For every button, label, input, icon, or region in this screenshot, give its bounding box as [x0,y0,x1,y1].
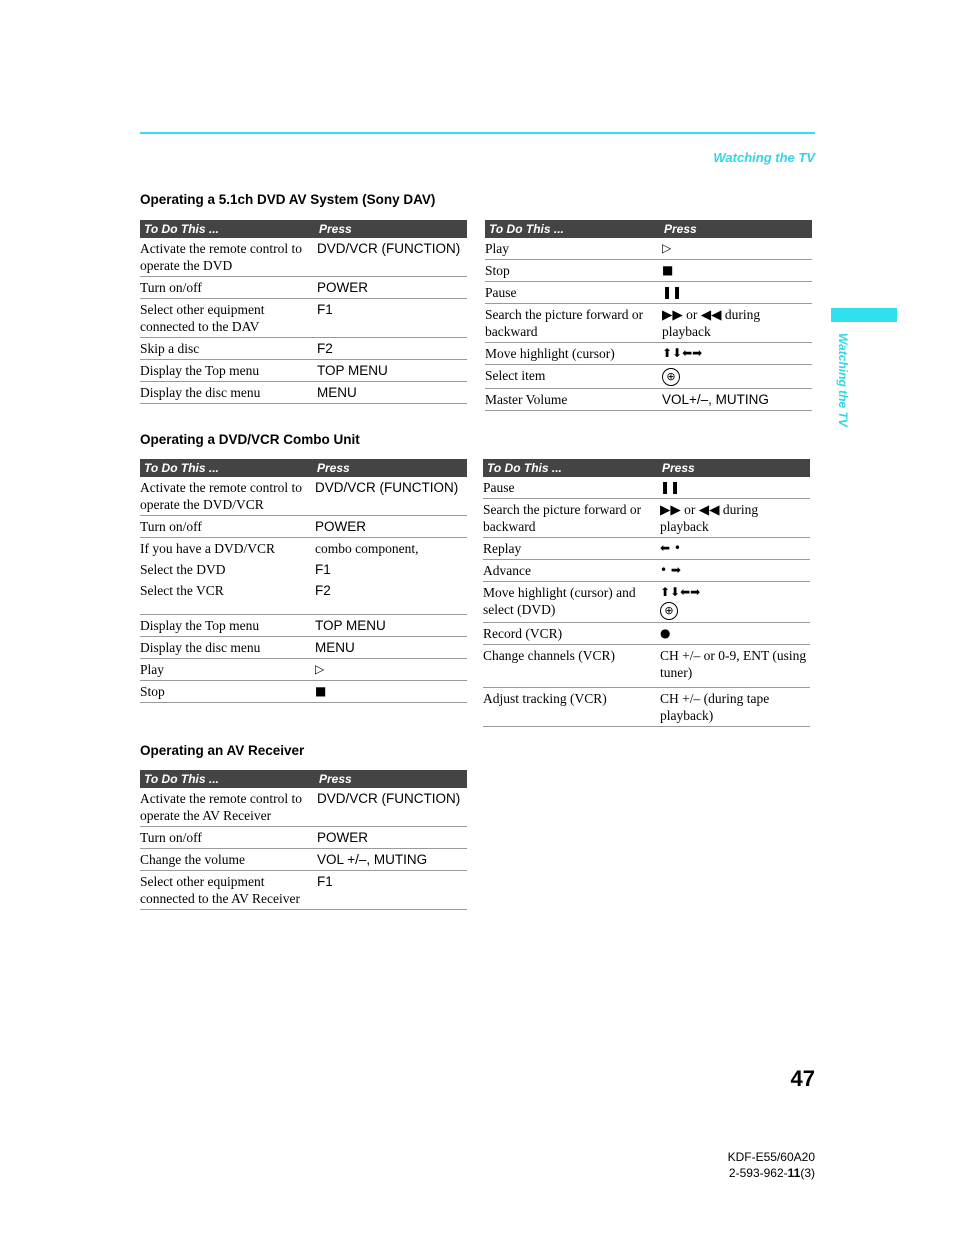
col-header-todo: To Do This ... [485,220,660,238]
table-row [140,238,467,277]
todo-cell: Change the volume [140,849,315,871]
page-number: 47 [790,1066,815,1091]
table-row [140,516,467,538]
press-cell: ▶▶ or ◀◀ during playback [658,499,810,538]
todo-cell: Advance [483,560,658,582]
press-cell: VOL +/–, MUTING [315,849,467,871]
press-cell: F2 [313,580,467,615]
press-cell: F1 [315,299,467,338]
table-row [140,849,467,871]
table-row [483,582,810,623]
col-header-press: Press [313,459,467,477]
header-rule [140,132,815,134]
todo-cell: Play [485,238,660,260]
col-header-todo: To Do This ... [140,220,315,238]
table-row [140,615,467,637]
col-header-todo: To Do This ... [483,459,658,477]
table-row [140,559,467,580]
side-tab-marker [831,308,897,322]
press-cell: TOP MENU [313,615,467,637]
table-row [485,365,812,389]
todo-cell: Display the disc menu [140,637,313,659]
section-title-dav: Operating a 5.1ch DVD AV System (Sony DAV) [140,192,436,207]
todo-cell: Move highlight (cursor) [485,343,660,365]
press-cell: F1 [315,562,331,577]
table-row [140,637,467,659]
select-button-icon: ⊕ [660,602,678,620]
table-row [140,681,467,703]
todo-cell: Record (VCR) [483,622,658,644]
col-header-press: Press [660,220,812,238]
side-tab-label: Watching the TV [836,333,850,427]
table-row [140,538,467,560]
table-row [140,659,467,681]
select-button-icon: ⊕ [662,368,680,386]
todo-cell: Change channels (VCR) [483,644,658,687]
table-row [140,477,467,516]
todo-cell: Select other equipment connected to the DAV [140,299,315,338]
todo-cell: Search the picture forward or backward [483,499,658,538]
table-row [483,499,810,538]
combo-table-left [140,459,467,703]
section-title-combo: Operating a DVD/VCR Combo Unit [140,432,360,447]
table-row [485,260,812,282]
col-header-todo: To Do This ... [140,770,315,788]
table-row [140,360,467,382]
pause-icon: ❚❚ [660,282,812,304]
todo-cell: Turn on/off [140,277,315,299]
press-cell: POWER [313,516,467,538]
todo-cell: Stop [140,681,313,703]
press-cell: combo component, [315,541,419,556]
stop-icon: ■ [660,260,812,282]
table-row [485,304,812,343]
press-cell: POWER [315,827,467,849]
col-header-press: Press [658,459,810,477]
todo-cell: Activate the remote control to operate the DVD/VCR [140,477,313,516]
table-row [140,299,467,338]
table-row [483,477,810,499]
press-cell: MENU [313,637,467,659]
table-row [485,388,812,410]
table-row [485,238,812,260]
press-cell: F2 [315,338,467,360]
advance-icon: • ➡ [658,560,810,582]
col-header-todo: To Do This ... [140,459,313,477]
pause-icon: ❚❚ [658,477,810,499]
todo-cell: Stop [485,260,660,282]
press-cell: POWER [315,277,467,299]
arrow-keys-icon: ⬆⬇⬅➡ [660,585,701,599]
dav-table-left [140,220,467,404]
todo-cell: Select the VCR [140,580,313,615]
table-row [483,644,810,687]
col-header-press: Press [315,770,467,788]
section-title-av-receiver: Operating an AV Receiver [140,743,305,758]
todo-cell: Select other equipment connected to the AV Receiver [140,871,315,910]
play-icon: ▷ [660,238,812,260]
todo-cell: Select the DVD [140,562,226,577]
table-row [140,788,467,827]
record-icon: ● [658,622,810,644]
todo-cell: Move highlight (cursor) and select (DVD) [483,582,658,623]
todo-cell: Skip a disc [140,338,315,360]
combo-table-right [483,459,810,727]
footer-code-suffix: (3) [800,1166,815,1180]
todo-cell: Adjust tracking (VCR) [483,687,658,726]
press-cell: CH +/– (during tape playback) [658,687,810,726]
todo-cell: If you have a DVD/VCR [140,541,275,556]
todo-cell: Display the disc menu [140,382,315,404]
table-row [483,538,810,560]
play-icon: ▷ [313,659,467,681]
av-receiver-table [140,770,467,910]
table-row [483,560,810,582]
table-row [140,871,467,910]
todo-cell: Activate the remote control to operate the AV Receiver [140,788,315,827]
press-cell: F1 [315,871,467,910]
table-row [140,382,467,404]
todo-cell: Turn on/off [140,827,315,849]
press-cell: DVD/VCR (FUNCTION) [313,477,467,516]
todo-cell: Pause [485,282,660,304]
header-section-title: Watching the TV [713,150,815,165]
table-row [485,343,812,365]
todo-cell: Select item [485,365,660,389]
todo-cell: Play [140,659,313,681]
replay-icon: ⬅ • [658,538,810,560]
press-cell: VOL+/–, MUTING [660,388,812,410]
todo-cell: Master Volume [485,388,660,410]
dav-table-right [485,220,812,411]
todo-cell: Replay [483,538,658,560]
table-row [483,687,810,726]
table-row [485,282,812,304]
todo-cell: Pause [483,477,658,499]
press-cell: DVD/VCR (FUNCTION) [315,788,467,827]
press-cell: ▶▶ or ◀◀ during playback [660,304,812,343]
footer-model: KDF-E55/60A20 [727,1150,815,1164]
table-row [140,827,467,849]
footer [728,1149,815,1181]
press-cell: CH +/– or 0-9, ENT (using tuner) [658,644,810,687]
stop-icon: ■ [313,681,467,703]
footer-code-bold: 11 [787,1166,801,1180]
table-row [140,277,467,299]
todo-cell: Display the Top menu [140,615,313,637]
col-header-press: Press [315,220,467,238]
press-cell: DVD/VCR (FUNCTION) [315,238,467,277]
footer-code [728,1165,815,1181]
footer-code-prefix: 2-593-962- [728,1166,788,1180]
arrow-keys-icon: ⬆⬇⬅➡ [660,343,812,365]
table-row [140,580,467,615]
table-row [483,622,810,644]
todo-cell: Turn on/off [140,516,313,538]
table-row [140,338,467,360]
press-cell: MENU [315,382,467,404]
todo-cell: Search the picture forward or backward [485,304,660,343]
todo-cell: Display the Top menu [140,360,315,382]
todo-cell: Activate the remote control to operate the DVD [140,238,315,277]
press-cell: TOP MENU [315,360,467,382]
